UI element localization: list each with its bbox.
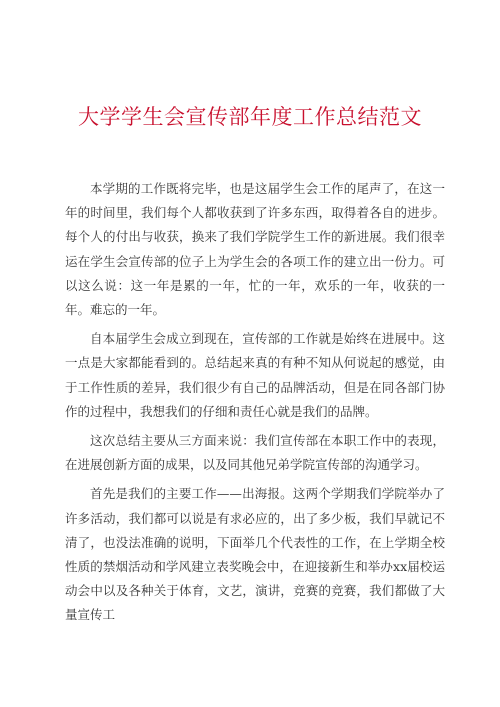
- paragraph-3: 这次总结主要从三方面来说：我们宣传部在本职工作中的表现，在进展创新方面的成果，以及同其他兄弟学院宣传部的沟通学习。: [65, 433, 445, 473]
- paragraph-1: 本学期的工作既将完毕，也是这届学生会工作的尾声了，在这一年的时间里，我们每个人都收获到了许多东西，取得着各自的进步。每个人的付出与收获，换来了我们学院学生工作的新进展。我们很幸运在学生会宣传部的位子上为学生会的各项工作的建立出一份力。可以这么说：这一年是累的一年，忙的一年，欢乐的一年，收获的一年。难忘的一年。: [65, 181, 445, 318]
- document-body: [65, 177, 445, 633]
- document-title: 大学学生会宣传部年度工作总结范文: [78, 105, 422, 129]
- paragraph-4: 首先是我们的主要工作——出海报。这两个学期我们学院举办了许多活动，我们都可以说是有求必应的，出了多少板，我们早就记不清了，也没法准确的说明，下面举几个代表性的工作，在上学期全校性质的禁烟活动和学风建立表奖晚会中，在迎接新生和举办xx届校运动会中以及各种关于体育，文艺，演讲，竞赛的竞赛，我们都做了大量宣传工: [65, 486, 445, 623]
- paragraph-2: 自本届学生会成立到现在，宣传部的工作就是始终在进展中。这一点是大家都能看到的。总结起来真的有种不知从何说起的感觉，由于工作性质的差异，我们很少有自己的品牌活动，但是在同各部门协作的过程中，我想我们的仔细和责任心就是我们的品牌。: [65, 331, 445, 419]
